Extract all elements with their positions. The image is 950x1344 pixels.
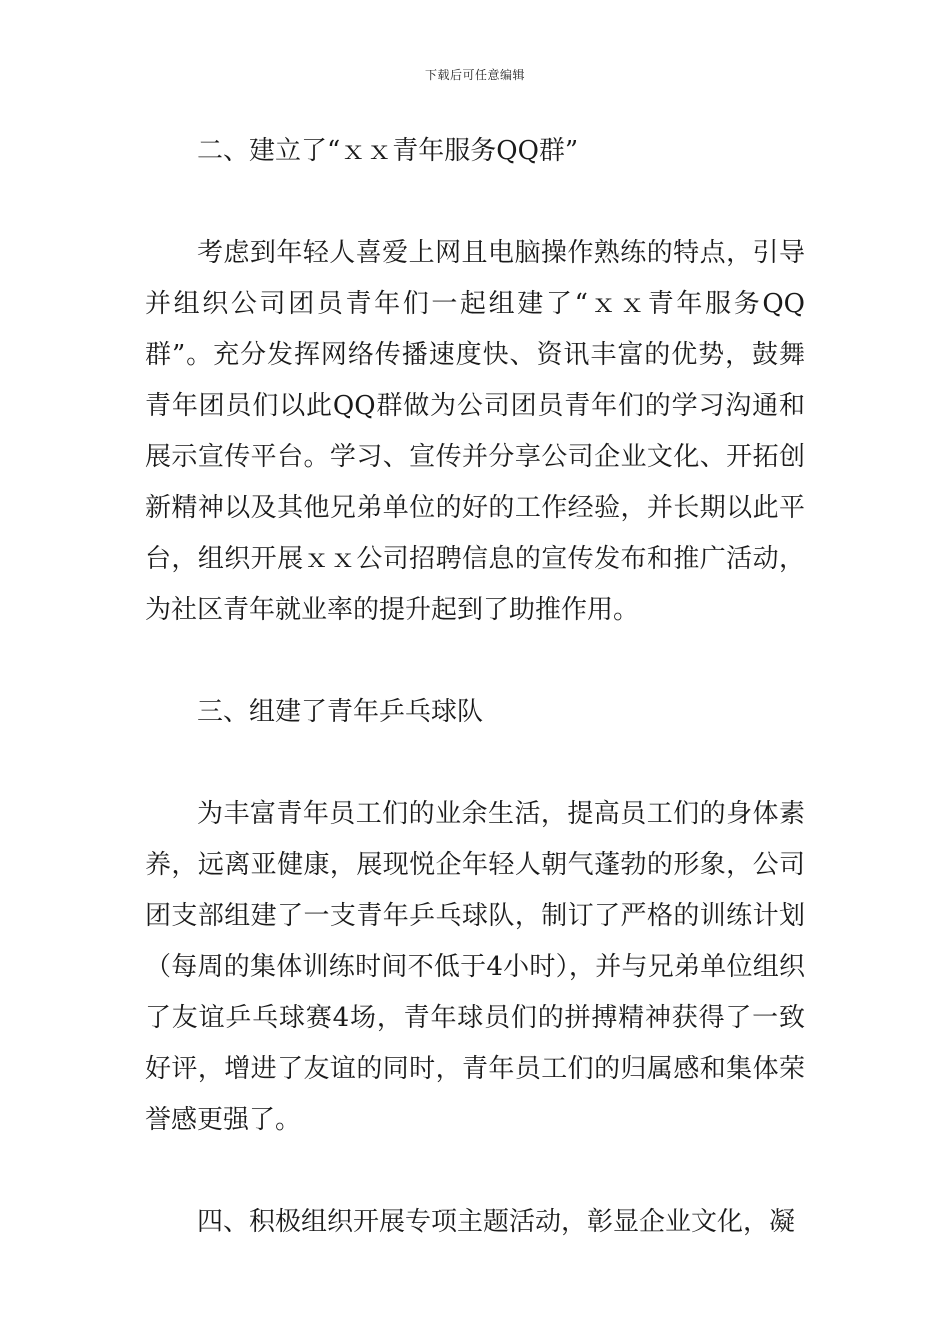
section-heading-2: 二、建立了“ｘｘ青年服务QQ群” [197, 136, 579, 166]
section-paragraph-3: 为丰富青年员工们的业余生活，提高员工们的身体素养，远离亚健康，展现悦企年轻人朝气蓬勃的形象，公司团支部组建了一支青年乒乓球队，制订了严格的训练计划（每周的集体训练时间不低于4小时），并与兄弟单位组织了友谊乒乓球赛4场，青年球员们的拼搏精神获得了一致好评，增进了友谊的同时，青年员工们的归属感和集体荣誉感更强了。 [145, 799, 805, 1135]
section-heading-3: 三、组建了青年乒乓球队 [197, 697, 484, 727]
page-header-note: 下载后可任意编辑 [424, 68, 525, 82]
document-body [145, 126, 805, 1299]
section-heading-4: 四、积极组织开展专项主题活动，彰显企业文化，凝 [197, 1207, 796, 1237]
section-paragraph-2: 考虑到年轻人喜爱上网且电脑操作熟练的特点，引导并组织公司团员青年们一起组建了“ｘｘ青年服务QQ群”。充分发挥网络传播速度快、资讯丰富的优势，鼓舞青年团员们以此QQ群做为公司团员青年们的学习沟通和展示宣传平台。学习、宣传并分享公司企业文化、开拓创新精神以及其他兄弟单位的好的工作经验，并长期以此平台，组织开展ｘｘ公司招聘信息的宣传发布和推广活动，为社区青年就业率的提升起到了助推作用。 [145, 238, 805, 625]
